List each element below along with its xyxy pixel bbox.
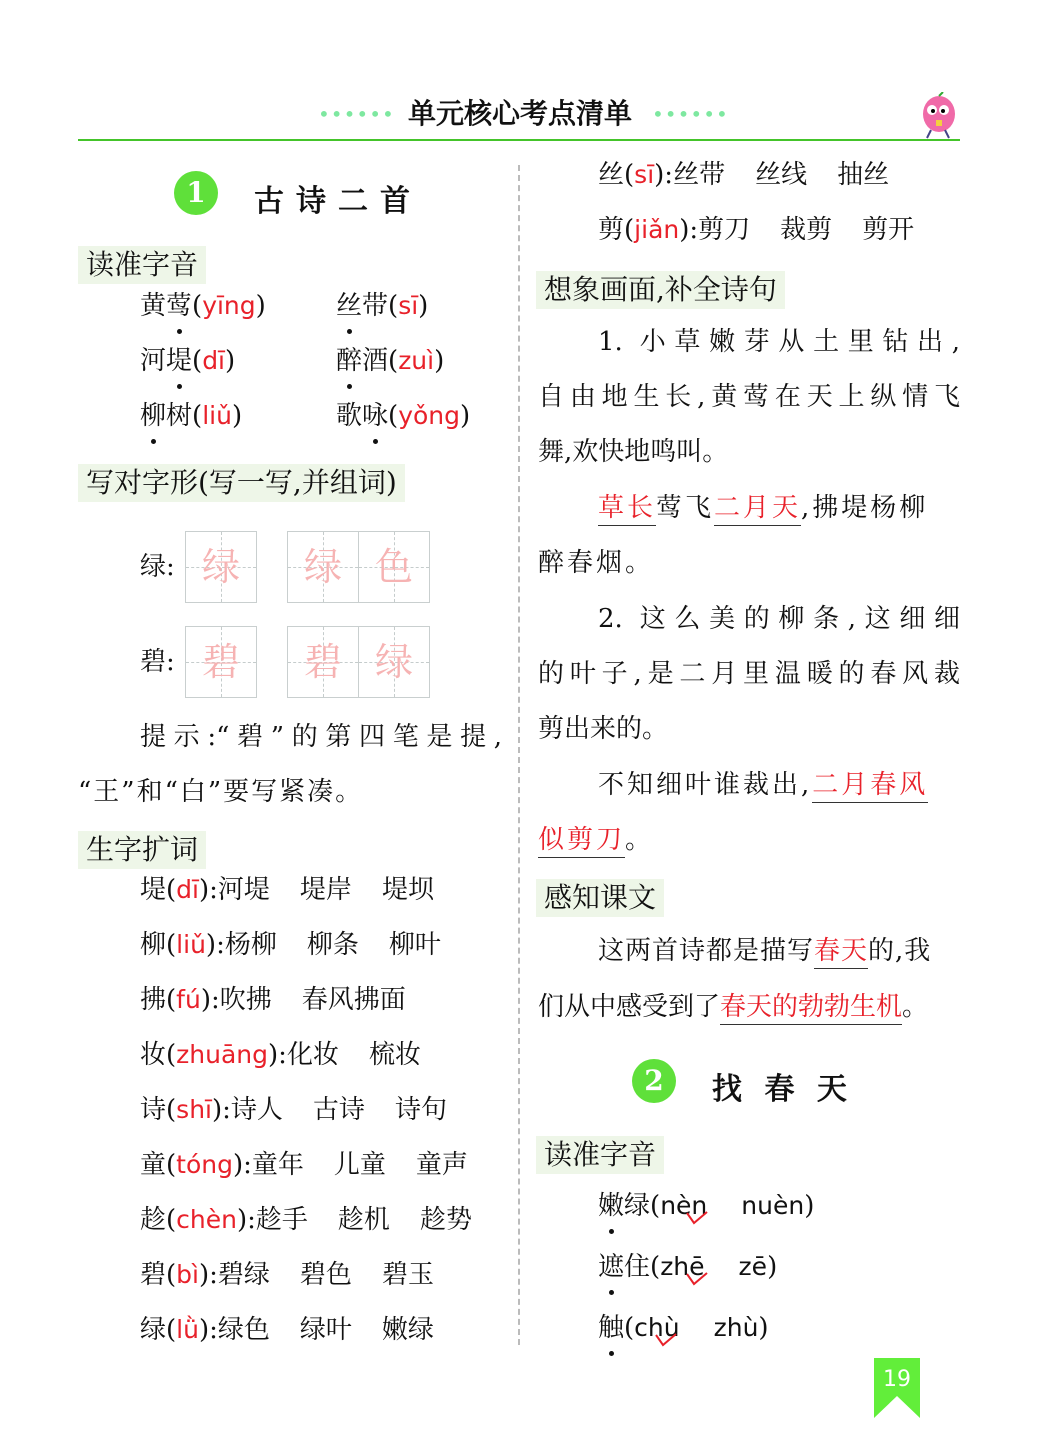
- answer: 春天: [814, 935, 868, 969]
- writing-grid: 碧 绿: [287, 626, 430, 698]
- paragraph-line: 们从中感受到了春天的勃勃生机。: [538, 987, 928, 1027]
- lesson-title: 找 春 天: [712, 1072, 853, 1107]
- header-dots-left: ••••••: [318, 102, 395, 126]
- paragraph-line: 2. 这么美的柳条,这细细: [598, 604, 960, 634]
- expand-row: 堤(dī):河堤 堤岸 堤坝: [140, 870, 434, 910]
- expand-word: 吹拂: [219, 985, 272, 1015]
- check-mark-icon: [686, 1272, 708, 1286]
- expand-row: 碧(bì):碧绿 碧色 碧玉: [140, 1255, 434, 1295]
- poem-line: 草长莺飞二月天,拂堤杨柳: [598, 488, 928, 528]
- section-label-imagine: 想象画面,补全诗句: [536, 271, 785, 309]
- expand-row: 童(tóng):童年 儿童 童声: [140, 1145, 468, 1185]
- lesson-number-badge: 2: [632, 1059, 676, 1103]
- expand-word: 杨柳: [224, 930, 277, 960]
- expand-word: 丝带: [673, 160, 726, 190]
- section-label-write: 写对字形(写一写,并组词): [78, 464, 405, 502]
- expand-word: 堤岸: [299, 875, 352, 905]
- pinyin-choice: 遮住(zhē zē): [598, 1247, 777, 1287]
- lesson-title: 古诗二首: [254, 184, 422, 219]
- writing-grid: 绿 色: [287, 531, 430, 603]
- answer: 二月春风: [812, 769, 928, 803]
- paragraph-line: 自由地生长,黄莺在天上纵情飞: [538, 382, 960, 412]
- answer: 二月天: [714, 492, 801, 526]
- writing-grid: 绿: [185, 531, 257, 603]
- paragraph-line: 1. 小草嫩芽从土里钻出,: [598, 327, 960, 357]
- expand-word: 剪开: [862, 215, 915, 245]
- check-mark-icon: [686, 1211, 708, 1225]
- expand-row: 剪(jiǎn):剪刀 裁剪 剪开: [598, 210, 914, 250]
- paragraph-line: 这两首诗都是描写春天的,我: [598, 931, 931, 971]
- expand-word: 剪刀: [698, 215, 751, 245]
- expand-word: 柳叶: [388, 930, 441, 960]
- expand-word: 裁剪: [780, 215, 833, 245]
- mascot-icon: [915, 92, 961, 140]
- paragraph-line: 剪出来的。: [538, 714, 669, 744]
- expand-word: 碧色: [299, 1260, 352, 1290]
- pinyin-choice: 嫩绿(nèn nuèn): [598, 1186, 814, 1226]
- expand-word: 诗句: [394, 1095, 447, 1125]
- header-rule: [78, 139, 960, 141]
- expand-word: 趁手: [255, 1205, 308, 1235]
- expand-word: 丝线: [755, 160, 808, 190]
- expand-row: 诗(shī):诗人 古诗 诗句: [140, 1090, 447, 1130]
- pinyin-item: 柳树(liǔ): [140, 396, 242, 436]
- expand-word: 绿色: [217, 1315, 270, 1345]
- check-mark-icon: [655, 1333, 677, 1347]
- paragraph-line: 的叶子,是二月里温暖的春风裁: [538, 659, 960, 689]
- column-divider: [518, 165, 520, 1345]
- expand-row: 绿(lǜ):绿色 绿叶 嫩绿: [140, 1310, 434, 1350]
- poem-line: 似剪刀。: [538, 820, 654, 860]
- hint-line: “王”和“白”要写紧凑。: [78, 777, 364, 807]
- answer: 似剪刀: [538, 824, 625, 858]
- answer: 草长: [598, 492, 656, 526]
- write-char: 碧:: [140, 647, 175, 677]
- pinyin-item: 醉酒(zuì): [336, 341, 444, 381]
- answer: 春天的勃勃生机: [720, 991, 902, 1025]
- writing-grid: 碧: [185, 626, 257, 698]
- hint-line: 提示:“碧”的第四笔是提,: [140, 722, 502, 752]
- section-label-read: 读准字音: [78, 246, 206, 284]
- expand-word: 儿童: [333, 1150, 386, 1180]
- expand-word: 化妆: [286, 1040, 339, 1070]
- write-char: 绿:: [140, 552, 175, 582]
- section-label-expand: 生字扩词: [78, 831, 206, 869]
- expand-word: 诗人: [230, 1095, 283, 1125]
- expand-row: 拂(fú):吹拂 春风拂面: [140, 980, 406, 1020]
- expand-word: 童声: [415, 1150, 468, 1180]
- expand-word: 绿叶: [299, 1315, 352, 1345]
- pinyin-item: 歌咏(yǒng): [336, 396, 470, 436]
- pinyin-item: 河堤(dī): [140, 341, 235, 381]
- expand-word: 梳妆: [368, 1040, 421, 1070]
- expand-word: 碧玉: [381, 1260, 434, 1290]
- expand-row: 妆(zhuāng):化妆 梳妆: [140, 1035, 421, 1075]
- expand-word: 春风拂面: [301, 985, 406, 1015]
- header-dots-right: ••••••: [652, 102, 729, 126]
- poem-line: 醉春烟。: [538, 548, 655, 578]
- expand-row: 趁(chèn):趁手 趁机 趁势: [140, 1200, 472, 1240]
- paragraph-line: 舞,欢快地鸣叫。: [538, 437, 729, 467]
- expand-row: 丝(sī):丝带 丝线 抽丝: [598, 155, 889, 195]
- expand-word: 碧绿: [217, 1260, 270, 1290]
- expand-row: 柳(liǔ):杨柳 柳条 柳叶: [140, 925, 441, 965]
- expand-word: 柳条: [306, 930, 359, 960]
- section-label-perceive: 感知课文: [536, 879, 664, 917]
- poem-line: 不知细叶谁裁出,二月春风: [598, 765, 928, 805]
- pinyin-item: 丝带(sī): [336, 286, 428, 326]
- expand-word: 古诗: [312, 1095, 365, 1125]
- expand-word: 嫩绿: [381, 1315, 434, 1345]
- pinyin-item: 黄莺(yīng): [140, 286, 266, 326]
- pinyin-choice: 触(chù zhù): [598, 1308, 769, 1348]
- expand-word: 趁机: [337, 1205, 390, 1235]
- expand-word: 童年: [251, 1150, 304, 1180]
- expand-word: 趁势: [419, 1205, 472, 1235]
- expand-word: 抽丝: [837, 160, 890, 190]
- lesson-number-badge: 1: [174, 171, 218, 215]
- expand-word: 河堤: [217, 875, 270, 905]
- expand-word: 堤坝: [381, 875, 434, 905]
- section-label-read2: 读准字音: [536, 1136, 664, 1174]
- page-number: 19: [883, 1367, 911, 1392]
- header-title: 单元核心考点清单: [408, 97, 633, 130]
